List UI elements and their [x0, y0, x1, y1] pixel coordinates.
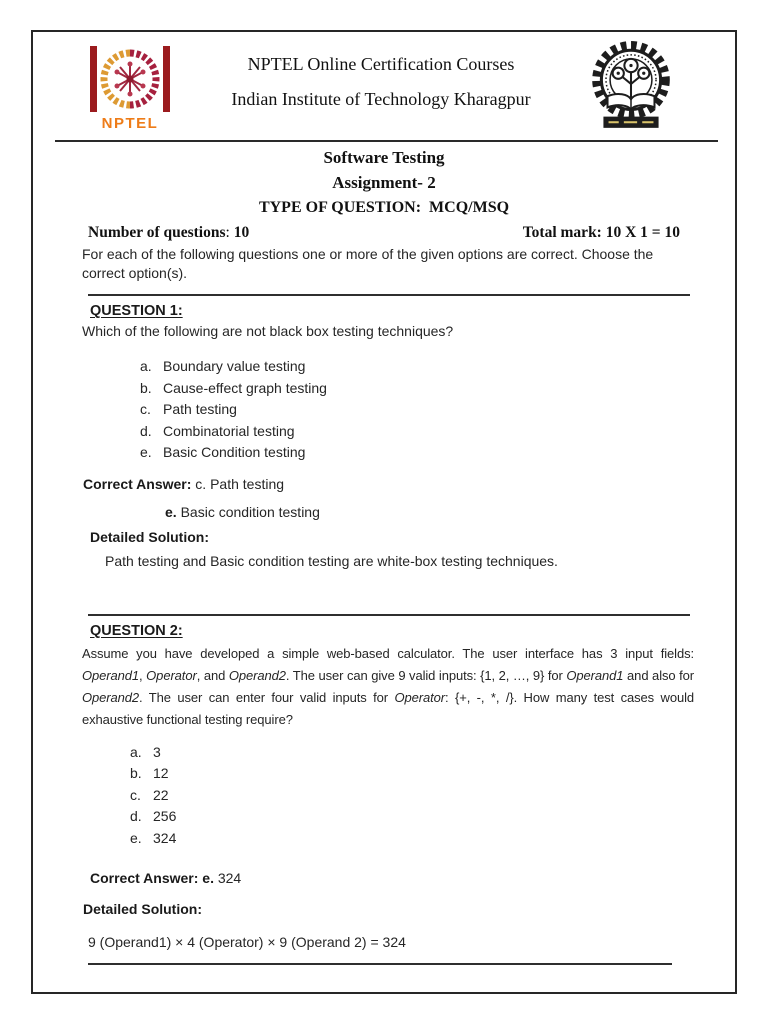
header	[33, 32, 735, 136]
question-1-correct-answer	[83, 475, 735, 494]
meta-row	[33, 219, 735, 242]
option-row	[33, 356, 735, 378]
prompt-segment: . The user can enter four valid inputs for	[139, 689, 395, 705]
iit-kharagpur-logo	[590, 39, 672, 140]
question-2-section	[33, 623, 735, 951]
option-row	[33, 806, 735, 828]
option-label: d.	[130, 808, 142, 824]
prompt-segment: Operator	[146, 667, 197, 683]
option-text: Basic Condition testing	[163, 444, 306, 460]
question-1-heading: QUESTION 1:	[90, 303, 183, 319]
question-2-options	[33, 742, 735, 850]
num-questions-value: 10	[233, 224, 250, 241]
question-2-prompt	[82, 643, 694, 731]
prompt-segment: Operator	[394, 689, 445, 705]
question-1-solution-label: Detailed Solution:	[90, 528, 209, 545]
total-mark: Total mark: 10 X 1 = 10	[522, 224, 680, 241]
correct-answer-label: Correct Answer: e.	[90, 870, 214, 886]
section-divider-q1	[88, 294, 690, 296]
option-row	[33, 785, 735, 807]
option-text: 22	[153, 786, 169, 803]
correct-answer-value: 324	[217, 870, 242, 886]
course-title: Software Testing	[323, 148, 445, 167]
option-text: 3	[153, 743, 161, 760]
correct-answer-value: c. Path testing	[195, 475, 285, 492]
question-1-section	[33, 303, 735, 569]
prompt-segment: Assume you have developed a simple web-based calculator. The user interface has 3 input fields:	[82, 645, 694, 661]
option-label: a.	[140, 358, 152, 374]
question-1-correct-answer-2	[165, 503, 735, 522]
nptel-logo	[88, 46, 172, 132]
option-text: 12	[153, 765, 169, 781]
option-text: Boundary value testing	[163, 358, 306, 374]
option-row	[33, 399, 735, 421]
question-2-heading: QUESTION 2:	[90, 622, 183, 639]
iit-kharagpur-emblem-icon	[590, 39, 672, 135]
header-line1: NPTEL Online Certification Courses	[247, 54, 515, 74]
question-2-solution-label: Detailed Solution:	[83, 901, 202, 917]
question-2-solution-text: 9 (Operand1) × 4 (Operator) × 9 (Operand 2) = 324	[88, 934, 406, 950]
correct-answer-option: e.	[165, 503, 177, 520]
header-divider	[55, 140, 718, 142]
option-label: b.	[130, 765, 142, 781]
number-of-questions	[88, 224, 249, 242]
prompt-segment: : {+, -, *, /}. How many test cases would exhaustive functional testing require?	[82, 689, 694, 727]
page-border	[31, 30, 737, 994]
correct-answer-value: Basic condition testing	[180, 503, 320, 520]
option-label: d.	[140, 422, 152, 439]
option-row	[33, 763, 735, 785]
prompt-segment: , and	[196, 667, 229, 683]
option-row	[33, 742, 735, 764]
option-label: b.	[140, 379, 152, 396]
question-1-solution-text: Path testing and Basic condition testing are white-box testing techniques.	[105, 552, 558, 569]
option-row	[33, 421, 735, 443]
question-1-prompt: Which of the following are not black box testing techniques?	[82, 323, 454, 339]
instructions-text: For each of the following questions one or more of the given options are correct. Choose the correct option(s).	[82, 246, 654, 281]
prompt-segment: Operand2	[82, 689, 140, 705]
assignment-title: Assignment- 2	[332, 173, 436, 192]
option-label: c.	[130, 786, 141, 803]
bottom-divider	[88, 963, 672, 965]
prompt-segment: Operand1	[82, 667, 140, 683]
option-label: e.	[140, 444, 152, 460]
header-line2: Indian Institute of Technology Kharagpur	[231, 89, 531, 109]
header-text	[172, 46, 590, 110]
prompt-segment: and also for	[623, 667, 694, 683]
question-1-options	[33, 356, 735, 464]
option-text: Cause-effect graph testing	[163, 379, 327, 396]
option-label: c.	[140, 401, 151, 417]
question-2-correct-answer	[90, 870, 735, 886]
option-row	[33, 378, 735, 400]
prompt-segment: Operand1	[566, 667, 624, 683]
option-label: e.	[130, 829, 142, 846]
correct-answer-label: Correct Answer:	[83, 475, 192, 492]
option-text: Combinatorial testing	[163, 422, 295, 439]
num-questions-label: Number of questions	[88, 224, 226, 241]
section-divider-q2	[88, 614, 690, 616]
prompt-segment: ,	[139, 667, 147, 683]
option-label: a.	[130, 743, 142, 760]
nptel-swirl-icon	[88, 46, 172, 112]
option-text: 324	[153, 829, 177, 846]
prompt-segment: . The user can give 9 valid inputs: {1, 2, …, 9} for	[285, 667, 567, 683]
question-type-title: TYPE OF QUESTION: MCQ/MSQ	[258, 199, 510, 216]
option-text: Path testing	[163, 401, 237, 417]
num-questions-separator: :	[225, 224, 234, 241]
prompt-segment: Operand2	[228, 667, 286, 683]
option-row	[33, 828, 735, 850]
nptel-wordmark: NPTEL	[101, 115, 159, 132]
option-text: 256	[153, 808, 177, 824]
option-row	[33, 442, 735, 464]
